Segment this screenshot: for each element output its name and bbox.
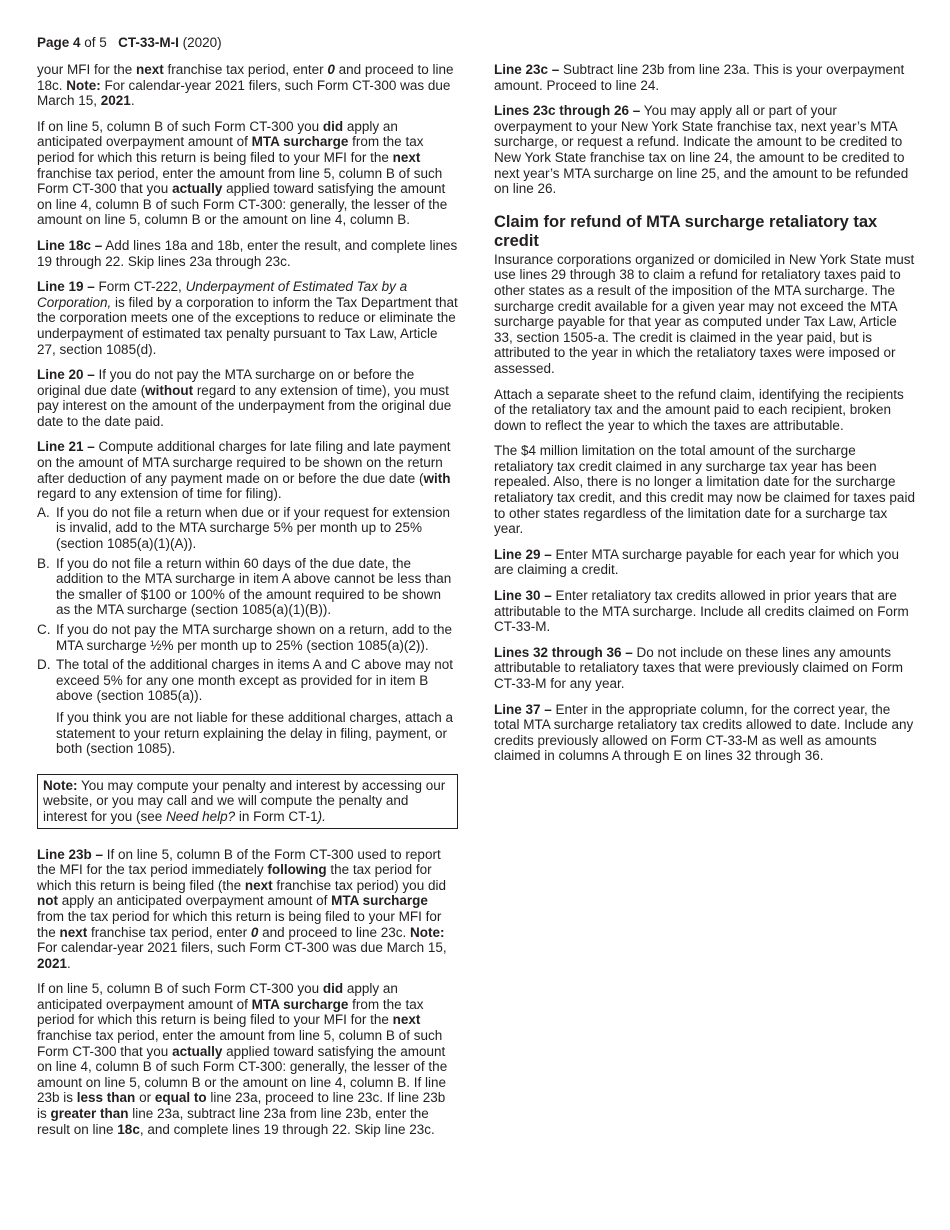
paragraph-line-23b-continued: If on line 5, column B of such Form CT-300 you did apply an anticipated overpayment amount of MTA surcharge from the tax period for which this return is being filed to your MFI for the next franchise tax period, enter the amount from line 5, column B of such Form CT-300 that you actually applied toward satisfying the amount on line 4, column B of such Form CT-300: generally, the lesser of the amount on line 5, column B or the amount on line 4, column B. If line 23b is less than or equal to line 23a, proceed to line 23c. If line 23b is greater than line 23a, subtract line 23a from line 23b, enter the result on line 18c, and complete lines 19 through 22. Skip line 23c. [37,981,448,1137]
paragraph-line-21: Line 21 – Compute additional charges for late filing and late payment on the amount of MTA surcharge required to be shown on the return after deduction of any payment made on or before the due date (with regard to any extension of time for filing). [37,439,451,502]
paragraph-line-23b: Line 23b – If on line 5, column B of the Form CT-300 used to report the MFI for the tax period immediately following the tax period for which this return is being filed (the next franchise tax period) you did not apply an anticipated overpayment amount of MTA surcharge from the tax period for which this return is being filed to your MFI for the next franchise tax period, enter 0 and proceed to line 23c. Note: For calendar-year 2021 filers, such Form CT-300 was due March 15, 2021. [37,846,447,971]
paragraph-lines-23c-26: Lines 23c through 26 – You may apply all or part of your overpayment to your New York State franchise tax, next year’s MTA surcharge, or request a refund. Indicate the amount to be credited to New York State franchise tax on line 24, the amount to be credited to next year’s MTA surcharge on line 25, and the amount to be refunded on line 26. [494,103,909,197]
paragraph-mfi-continued: your MFI for the next franchise tax period, enter 0 and proceed to line 18c. Note: For calendar-year 2021 filers, such Form CT-300 was due March 15, 2021. [37,62,454,109]
paragraph-attach-sheet: Attach a separate sheet to the refund claim, identifying the recipients of the retaliatory tax and the amount paid to each recipient, broken down to reflect the year to which the taxes are attributable. [494,386,904,433]
form-year: (2020) [182,35,222,50]
paragraph-line-23c: Line 23c – Subtract line 23b from line 23a. This is your overpayment amount. Proceed to line 24. [494,62,905,93]
paragraph-line-30: Line 30 – Enter retaliatory tax credits allowed in prior years that are attributable to the MTA surcharge. Include all credits claimed on Form CT-33-M. [494,588,909,635]
list-tail-paragraph: If you think you are not liable for these additional charges, attach a statement to your return explaining the delay in filing, payment, or both (section 1085). [56,709,453,757]
list-item: A. If you do not file a return when due or if your request for extension is invalid, add to the MTA surcharge 5% per month up to 25% (section 1085(a)(1)(A)). [37,504,450,552]
paragraph-insurance-corporations: Insurance corporations organized or domiciled in New York State must use lines 29 through 38 to claim a refund for retaliatory taxes paid to other states as a result of the imposition of the MTA surcharge. The surcharge credit available for a given year may not exceed the MTA surcharge payable for that year as computed under Tax Law, Article 33, section 1505-a. The credit is claimed in the year paid, but is attributed to the year in which the retaliatory taxes were imposed or assessed. [494,251,915,376]
paragraph-lines-32-36: Lines 32 through 36 – Do not include on these lines any amounts attributable to retaliatory taxes that were previously claimed on Form CT-33-M for any year. [494,644,903,691]
paragraph-limitation: The $4 million limitation on the total amount of the surcharge retaliatory tax credit claimed in any surcharge tax year has been repealed. Also, there is no longer a limitation date for the surcharge retaliatory tax credit, and this credit may now be claimed for taxes paid to other states regardless of the limitation date for a surcharge tax year. [494,443,915,537]
right-column [494,62,916,774]
left-column [37,62,458,1147]
list-item: C. If you do not pay the MTA surcharge shown on a return, add to the MTA surcharge ½% per month up to 25% (section 1085(a)(2)). [37,622,452,653]
additional-charges-list [37,505,458,757]
paragraph-anticipated-overpayment: If on line 5, column B of such Form CT-300 you did apply an anticipated overpayment amount of MTA surcharge from the tax period for which this return is being filed to your MFI for the next franchise tax period, enter the amount from line 5, column B of such Form CT-300 that you actually applied toward satisfying the amount on line 4, column B of such Form CT-300: generally, the lesser of the amount on line 5, column B or the amount on line 4, column B. [37,118,448,228]
paragraph-line-18c: Line 18c – Add lines 18a and 18b, enter the result, and complete lines 19 through 22. Skip lines 23a through 23c. [37,237,458,269]
page-of-label: of 5 [84,35,107,50]
form-id: CT-33-M-I [118,35,179,50]
list-item: B. If you do not file a return within 60 days of the due date, the addition to the MTA surcharge in item A above cannot be less than the smaller of $100 or 100% of the amount required to be shown as the MTA surcharge (section 1085(a)(1)(B)). [37,555,452,618]
note-box: Note: You may compute your penalty and interest by accessing our website, or you may call and we will compute the penalty and interest for you (see Need help? in Form CT-1). [37,774,458,829]
paragraph-line-19: Line 19 – Form CT-222, Underpayment of Estimated Tax by a Corporation, is filed by a corporation to inform the Tax Department that the corporation meets one of the exceptions to reduce or eliminate the underpayment of estimated tax penalty pursuant to Tax Law, Article 27, section 1085(d). [37,279,458,357]
paragraph-line-20: Line 20 – If you do not pay the MTA surcharge on or before the original due date (without regard to any extension of time), you must pay interest on the amount of the underpayment from the original due date to the date paid. [37,367,452,429]
list-item: D. The total of the additional charges in items A and C above may not exceed 5% for any one month except as provided for in item B above (section 1085(a)). [37,657,453,704]
paragraph-line-29: Line 29 – Enter MTA surcharge payable for each year for which you are claiming a credit. [494,546,899,578]
page-header [37,35,222,51]
page-label: Page 4 [37,35,81,50]
paragraph-line-37: Line 37 – Enter in the appropriate column, for the correct year, the total MTA surcharge retaliatory tax credits allowed to date. Include any credits previously allowed on Form CT-33-M as well as amounts claimed in columns A through E on lines 32 through 36. [494,701,914,764]
section-heading-retaliatory-credit: Claim for refund of MTA surcharge retaliatory tax credit [494,212,878,250]
